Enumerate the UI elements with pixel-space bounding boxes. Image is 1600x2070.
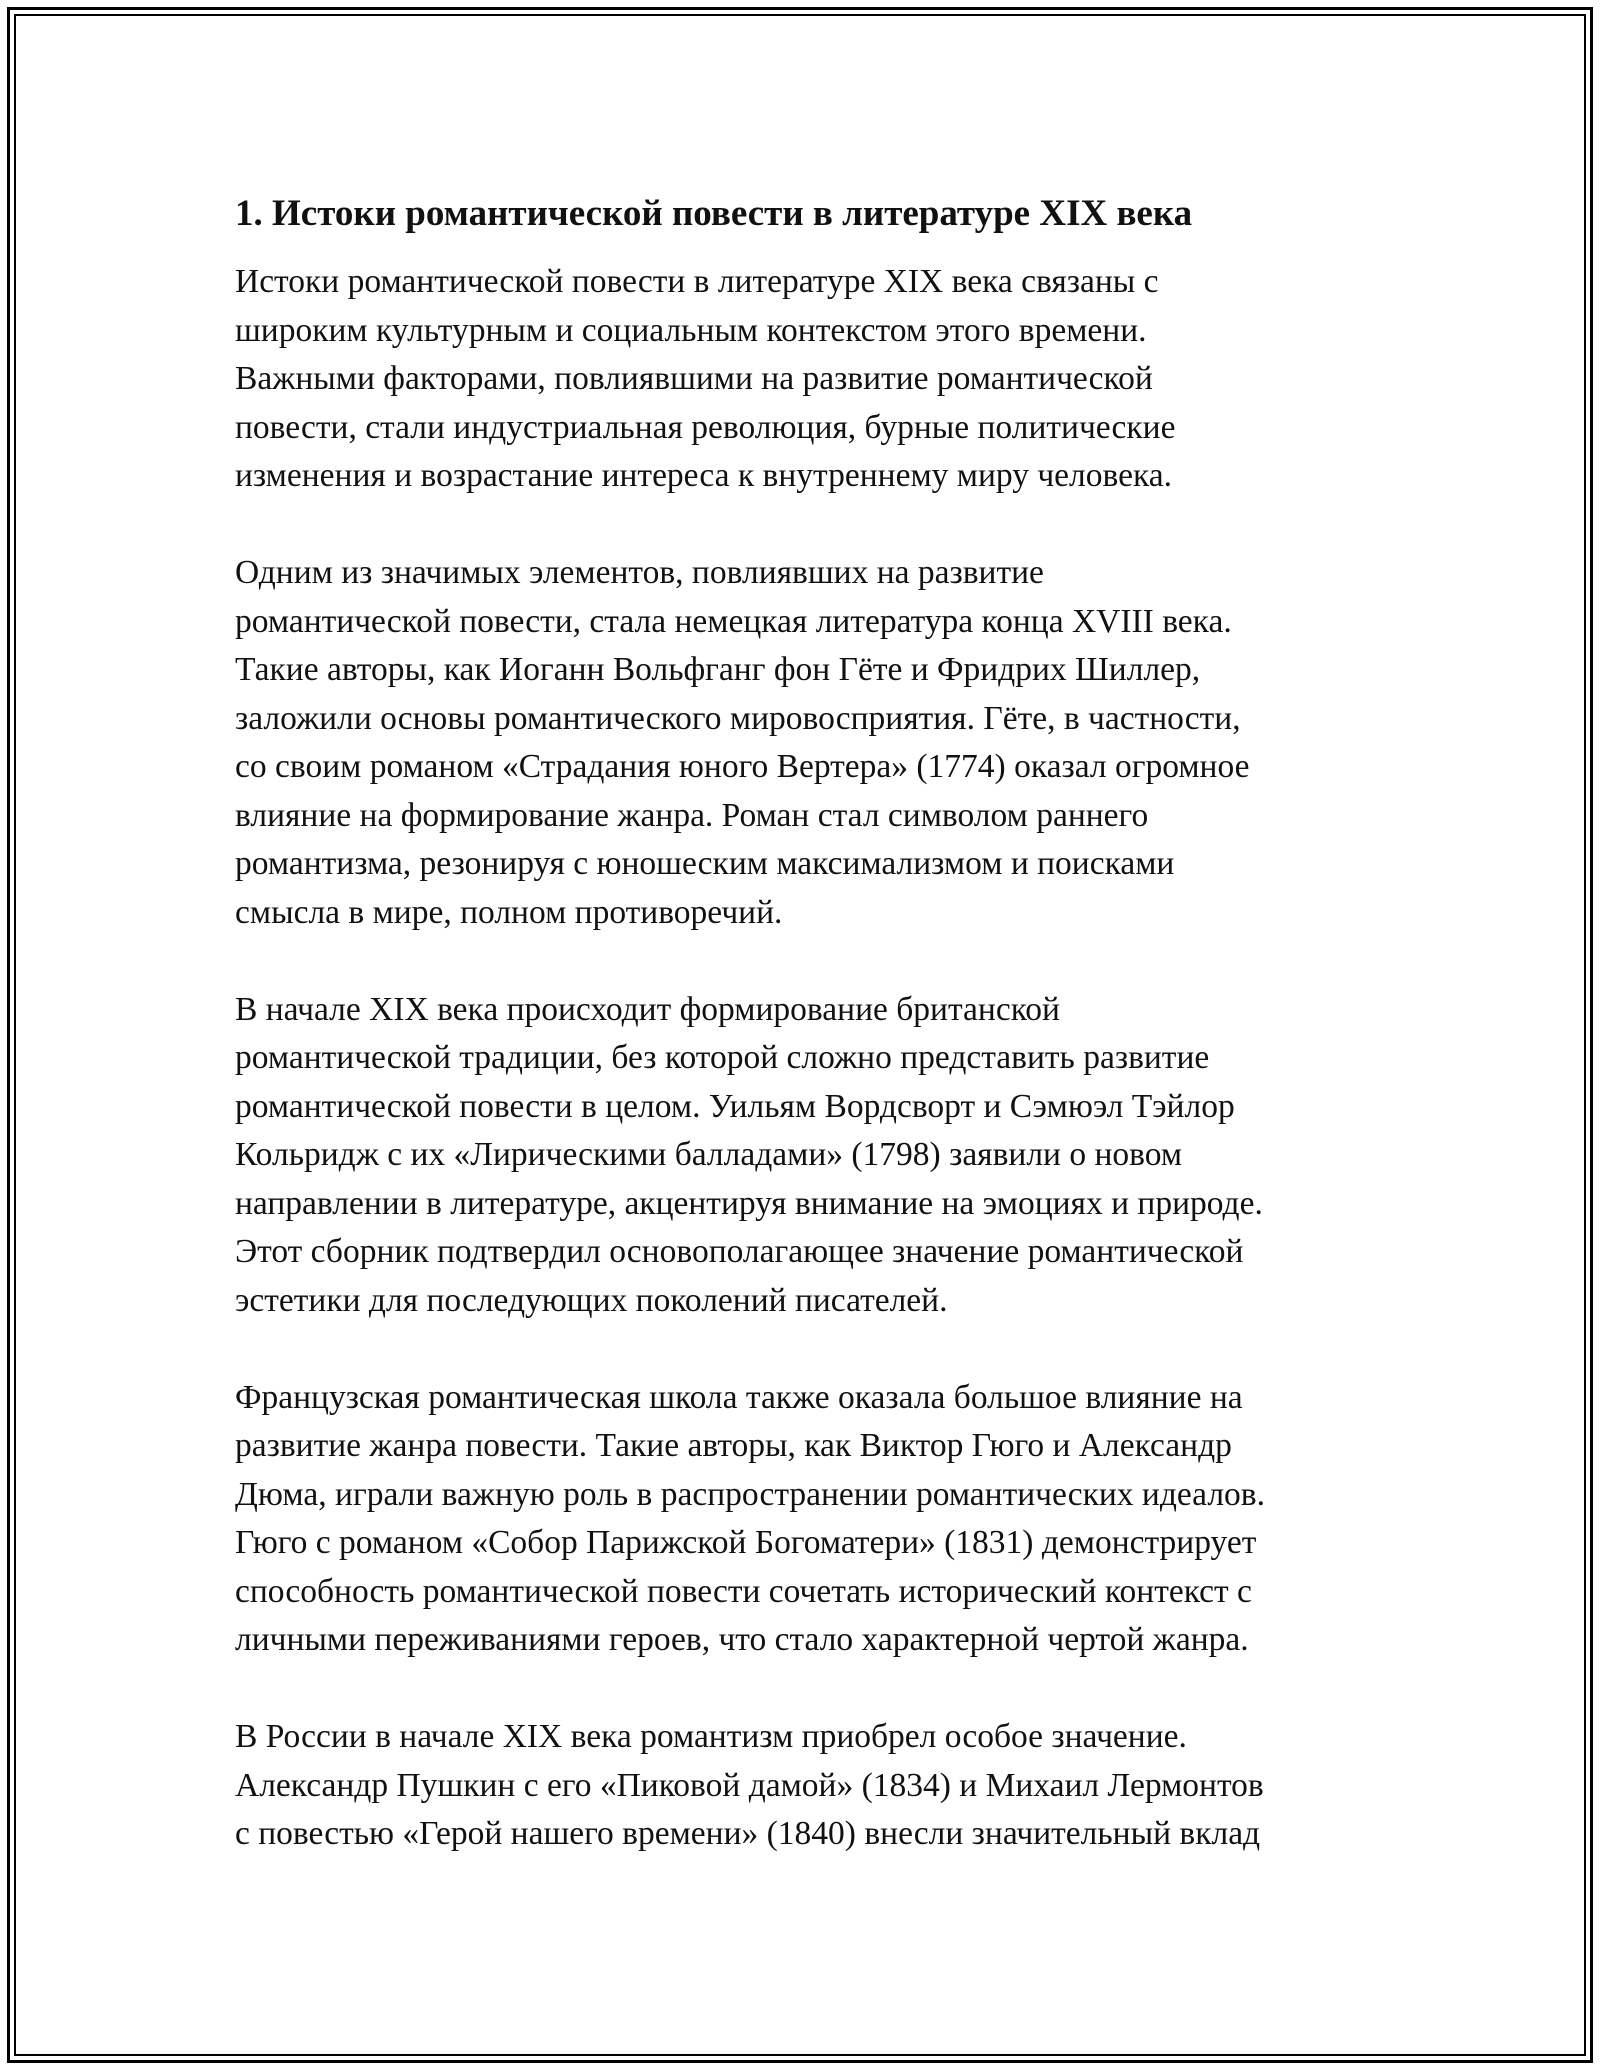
- text-line: Одним из значимых элементов, повлиявших на развитие: [235, 554, 1044, 591]
- text-line: эстетики для последующих поколений писателей.: [235, 1281, 948, 1319]
- text-line: широким культурным и социальным контекстом этого времени.: [235, 311, 1147, 349]
- text-line: влияние на формирование жанра. Роман стал символом раннего: [235, 796, 1149, 834]
- text-line: способность романтической повести сочетать исторический контекст с: [235, 1572, 1252, 1610]
- text-line: заложили основы романтического мировосприятия. Гёте, в частности,: [235, 699, 1241, 737]
- text-line: Важными факторами, повлиявшими на развитие романтической: [235, 360, 1153, 397]
- text-line: Французская романтическая школа также оказала большое влияние на: [235, 1378, 1243, 1416]
- text-line: развитие жанра повести. Такие авторы, как Виктор Гюго и Александр: [235, 1427, 1232, 1464]
- paragraph-1: [235, 258, 1385, 501]
- text-line: романтической повести, стала немецкая литература конца XVIII века.: [235, 602, 1232, 640]
- paragraph-2: [235, 549, 1385, 937]
- text-line: романтической повести в целом. Уильям Вордсворт и Сэмюэл Тэйлор: [235, 1087, 1235, 1125]
- text-line: Истоки романтической повести в литературе XIX века связаны с: [235, 263, 1159, 300]
- paragraph-4: [235, 1374, 1385, 1665]
- text-line: В начале XIX века происходит формирование британской: [235, 990, 1060, 1028]
- section-heading: 1. Истоки романтической повести в литературе XIX века: [235, 193, 1193, 234]
- paragraph-3: [235, 986, 1385, 1326]
- text-line: Александр Пушкин с его «Пиковой дамой» (1834) и Михаил Лермонтов: [235, 1766, 1264, 1804]
- text-line: романтизма, резонируя с юношеским максимализмом и поисками: [235, 845, 1175, 882]
- text-line: В России в начале XIX века романтизм приобрел особое значение.: [235, 1718, 1187, 1755]
- text-line: изменения и возрастание интереса к внутреннему миру человека.: [235, 457, 1173, 494]
- text-line: с повестью «Герой нашего времени» (1840) внесли значительный вклад: [235, 1815, 1261, 1852]
- text-line: повести, стали индустриальная революция, бурные политические: [235, 408, 1176, 446]
- text-line: Кольридж с их «Лирическими балладами» (1798) заявили о новом: [235, 1136, 1183, 1173]
- text-line: Гюго с романом «Собор Парижской Богоматери» (1831) демонстрирует: [235, 1524, 1257, 1561]
- text-line: Такие авторы, как Иоганн Вольфганг фон Гёте и Фридрих Шиллер,: [235, 651, 1201, 688]
- document-body: [235, 188, 1385, 1907]
- paragraph-5: [235, 1713, 1385, 1859]
- text-line: направлении в литературе, акцентируя внимание на эмоциях и природе.: [235, 1184, 1263, 1222]
- text-line: Дюма, играли важную роль в распространении романтических идеалов.: [235, 1475, 1265, 1513]
- text-line: со своим романом «Страдания юного Вертера» (1774) оказал огромное: [235, 748, 1250, 785]
- text-line: смысла в мире, полном противоречий.: [235, 893, 783, 931]
- text-line: Этот сборник подтвердил основополагающее значение романтической: [235, 1233, 1244, 1270]
- text-line: романтической традиции, без которой сложно представить развитие: [235, 1039, 1210, 1076]
- text-line: личными переживаниями героев, что стало характерной чертой жанра.: [235, 1621, 1249, 1658]
